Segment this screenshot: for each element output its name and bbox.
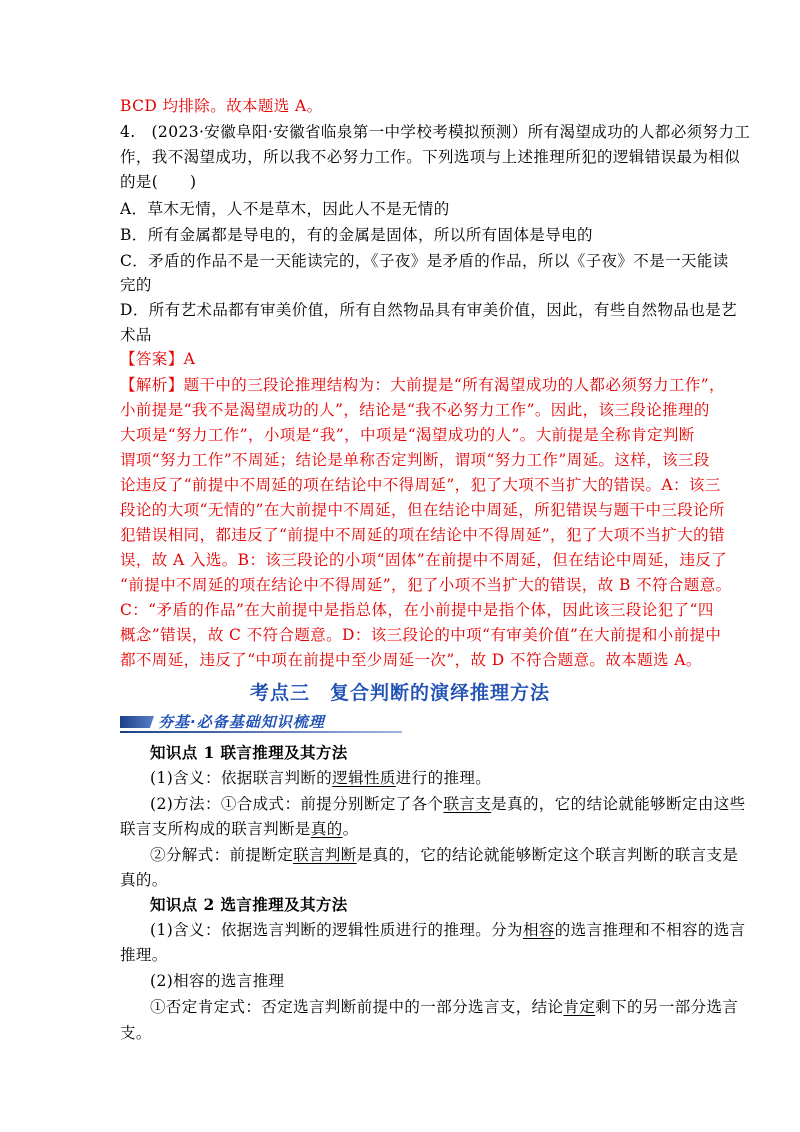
analysis-label: 【解析】	[120, 376, 184, 394]
analysis-line: C：“矛盾的作品”在大前提中是指总体，在小前提中是指个体，因此该三段论犯了“四	[120, 601, 714, 619]
banner-text: 夯基·必备基础知识梳理	[158, 713, 325, 731]
analysis-line	[120, 373, 725, 397]
option-d: D．所有艺术品都有审美价值，所有自然物品具有审美价值，因此，有些自然物品也是艺	[120, 301, 738, 319]
k2-deny-affirm-continued: 支。	[120, 1024, 152, 1042]
k1-definition	[150, 766, 690, 790]
k2-definition-underlined: 相容	[522, 921, 555, 939]
analysis-line: 都不周延，违反了“中项在前提中至少周延一次”，故 D 不符合题意。故本题选 A。	[120, 651, 702, 669]
analysis-line: “前提中不周延的项在结论中不得周延”，犯了小项不当扩大的错误，故 B 不符合题意。	[120, 576, 732, 594]
option-c: C．矛盾的作品不是一天能读完的，《子夜》是矛盾的作品，所以《子夜》不是一天能读	[120, 252, 729, 270]
knowledge-point-1-title: 知识点 1 联言推理及其方法	[150, 743, 348, 762]
k1-method-continued-tail: 。	[342, 820, 359, 838]
analysis-line: 谓项“努力工作”不周延；结论是单称否定判断，谓项“努力工作”周延。这样，该三段	[120, 451, 710, 469]
k1-decomposition-continued: 真的。	[120, 871, 168, 889]
question-stem-line: 4. (2023·安徽阜阳·安徽省临泉第一中学校考模拟预测）所有渴望成功的人都必须努力工	[120, 123, 751, 141]
previous-answer-tail: BCD 均排除。故本题选 A。	[120, 97, 323, 115]
k1-method	[150, 792, 746, 816]
k1-definition-underlined: 逻辑性质	[332, 769, 396, 787]
question-stem-line: 的是( )	[120, 173, 197, 191]
analysis-line: 概念”错误，故 C 不符合题意。D：该三段论的中项“有审美价值”在大前提和小前提中	[120, 626, 722, 644]
k2-definition	[150, 918, 746, 942]
answer-line: 【答案】A	[120, 350, 196, 368]
analysis-line: 误，故 A 入选。B：该三段论的小项“固体”在前提中不周延，但在结论中周延，违反了	[120, 551, 728, 569]
analysis-line: 段论的大项“无情的”在大前提中不周延，但在结论中周延，所犯错误与题干中三段论所	[120, 501, 725, 519]
option-c-continued: 完的	[120, 276, 152, 294]
analysis-line: 犯错误相同，都违反了“前提中不周延的项在结论中不得周延”，犯了大项不当扩大的错	[120, 526, 725, 544]
banner-rule	[120, 731, 402, 733]
k2-deny-affirm-underlined: 肯定	[563, 998, 596, 1016]
option-d-continued: 术品	[120, 326, 152, 344]
k2-deny-affirm-tail: 剩下的另一部分选言	[595, 998, 739, 1016]
k1-method-tail: 是真的，它的结论就能够断定由这些	[491, 795, 746, 813]
k1-method-continued	[120, 817, 688, 841]
k2-definition-text: (1)含义：依据选言判断的逻辑性质进行的推理。分为	[150, 921, 523, 939]
k1-method-continued-underlined: 真的	[310, 820, 343, 838]
k1-definition-tail: 进行的推理。	[395, 769, 492, 787]
section-banner	[120, 710, 402, 734]
k1-decomposition	[150, 843, 739, 867]
k1-decomposition-underlined: 联言判断	[293, 846, 357, 864]
option-a: A．草木无情，人不是草木，因此人不是无情的	[120, 200, 450, 218]
analysis-text: 题干中的三段论推理结构为：大前提是“所有渴望成功的人都必须努力工作”，	[183, 376, 725, 394]
k1-method-underlined: 联言支	[443, 795, 492, 813]
question-stem-line: 作，我不渴望成功，所以我不必努力工作。下列选项与上述推理所犯的逻辑错误最为相似	[120, 148, 741, 166]
analysis-line: 小前提是“我不是渴望成功的人”，结论是“我不必努力工作”。因此，该三段论推理的	[120, 401, 710, 419]
k1-decomposition-text: ②分解式：前提断定	[150, 846, 294, 864]
option-b: B．所有金属都是导电的，有的金属是固体，所以所有固体是导电的	[120, 226, 593, 244]
k1-definition-text: (1)含义：依据联言判断的	[150, 769, 333, 787]
section-title: 考点三 复合判断的演绎推理方法	[249, 682, 550, 704]
analysis-line: 大项是“努力工作”，小项是“我”，中项是“渴望成功的人”。大前提是全称肯定判断	[120, 426, 695, 444]
k1-method-continued-text: 联言支所构成的联言判断是	[120, 820, 311, 838]
k2-deny-affirm-text: ①否定肯定式：否定选言判断前提中的一部分选言支，结论	[150, 998, 564, 1016]
k1-method-text: (2)方法：①合成式：前提分别断定了各个	[150, 795, 444, 813]
k1-decomposition-tail: 是真的，它的结论就能够断定这个联言判断的联言支是	[356, 846, 739, 864]
analysis-line: 论违反了“前提中不周延的项在结论中不得周延”，犯了大项不当扩大的错误。A：该三	[120, 476, 721, 494]
knowledge-point-2-title: 知识点 2 选言推理及其方法	[150, 895, 348, 914]
k2-compatible-heading: (2)相容的选言推理	[150, 972, 285, 990]
k2-definition-tail: 的选言推理和不相容的选言	[554, 921, 746, 939]
k2-definition-continued: 推理。	[120, 946, 168, 964]
k2-deny-affirm	[150, 995, 739, 1019]
banner-bar-graphic	[120, 716, 154, 728]
